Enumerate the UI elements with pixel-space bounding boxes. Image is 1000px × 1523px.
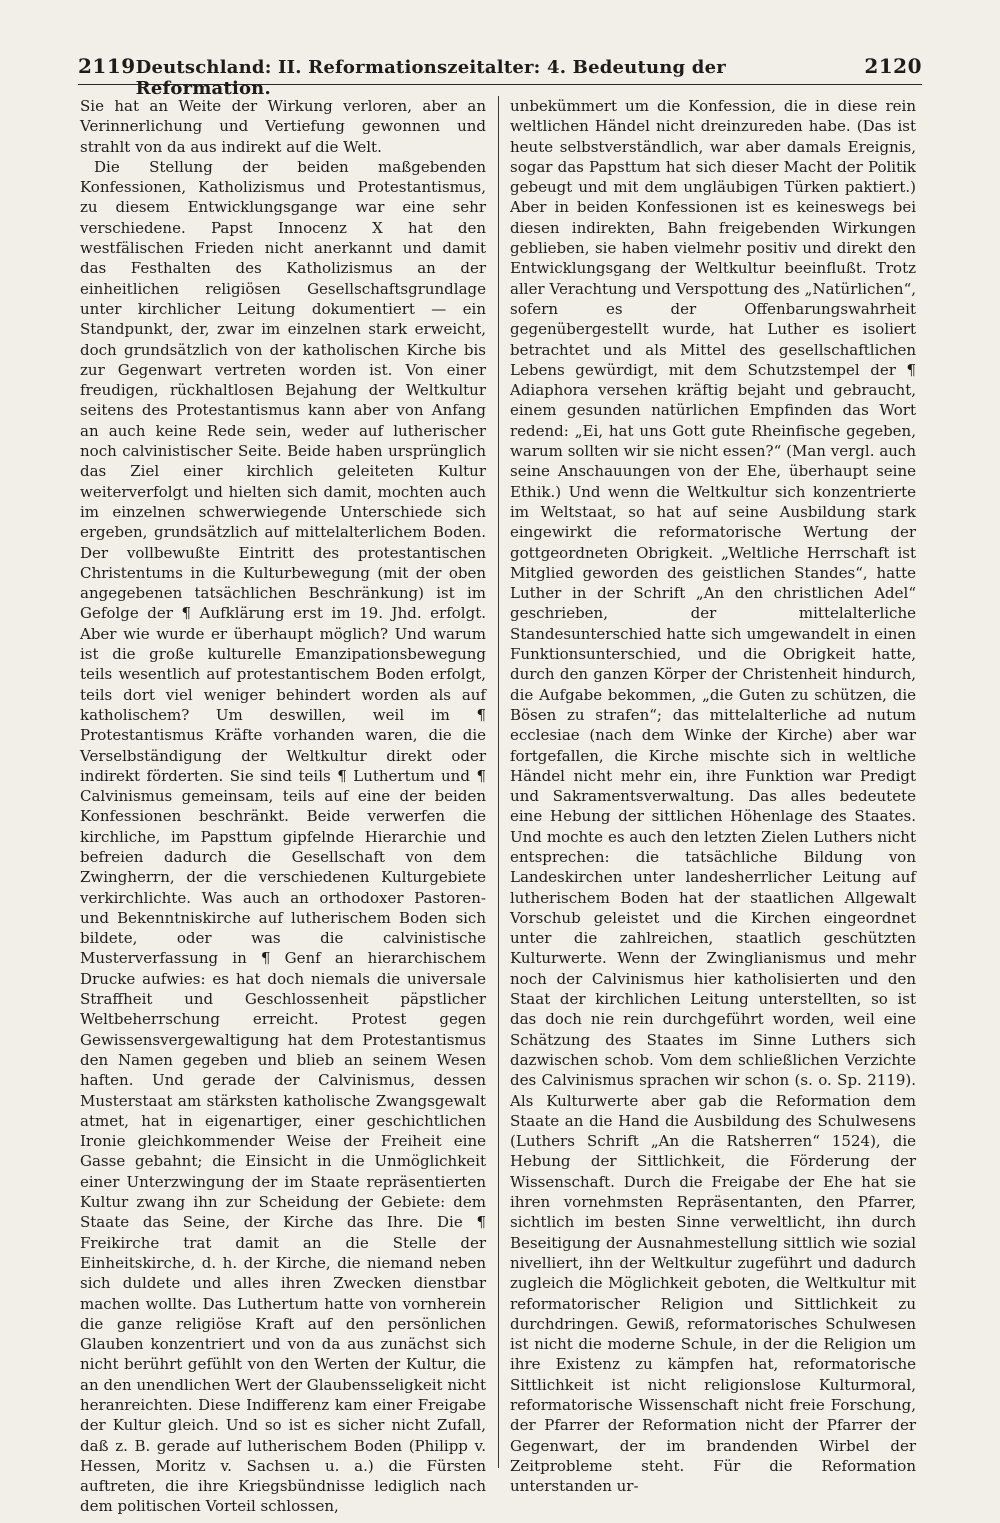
right-column-number: 2120 xyxy=(864,54,922,78)
right-paragraph-1: unbekümmert um die Konfession, die in diese rein weltlichen Händel nicht dreinzureden habe. (Das ist heute selbstverständlich, war aber damals Ereignis, sogar das Papsttum hat sich dieser Macht der Politik gebeugt und mit dem ungläubigen Türken paktiert.) Aber in beiden Konfessionen ist es keineswegs bei diesen indirekten, Bahn freigebenden Wirkungen geblieben, sie haben vielmehr positiv und direkt den Entwicklungsgang der Weltkultur beeinflußt. Trotz aller Verachtung und Verspottung des „Natürlichen“, sofern es der Offenbarungswahrheit gegenübergestellt wurde, hat Luther es isoliert betrachtet und als Mittel des gesellschaftlichen Lebens gewürdigt, mit dem Schutzstempel der ¶ Adiaphora versehen kräftig bejaht und gebraucht, einem gesunden natürlichen Empfinden das Wort redend: „Ei, hat uns Gott gute Rheinfische gegeben, warum sollten wir sie nicht essen?“ (Man vergl. auch seine Anschauungen von der Ehe, überhaupt seine Ethik.) Und wenn die Weltkultur sich konzentrierte im Weltstaat, so hat auf seine Ausbildung stark eingewirkt die reformatorische Wertung der gottgeordneten Obrigkeit. „Weltliche Herrschaft ist Mitglied geworden des geistlichen Standes“, hatte Luther in der Schrift „An den christlichen Adel“ geschrieben, der mittelalterliche Standesunterschied hatte sich umgewandelt in einen Funktionsunterschied, und die Obrigkeit hatte, durch den ganzen Körper der Christenheit hindurch, die Aufgabe bekommen, „die Guten zu schützen, die Bösen zu strafen“; das mittelalterliche ad nutum ecclesiae (nach dem Winke der Kirche) aber war fortgefallen, die Kirche mischte sich in weltliche Händel nicht mehr ein, ihre Funktion war Predigt und Sakramentsverwaltung. Das alles bedeutete eine Hebung der sittlichen Höhenlage des Staates. Und mochte es auch den letzten Zielen Luthers nicht entsprechen: die tatsächliche Bildung von Landeskirchen unter landesherrlicher Leitung auf lutherischem Boden hat der staatlichen Allgewalt Vorschub geleistet und die Kirchen eingeordnet unter die zahlreichen, staatlich geschützten Kulturwerte. Wenn der Zwinglianismus und mehr noch der Calvinismus hier katholisierten und den Staat der kirchlichen Leitung unterstellten, so ist das doch nie rein durchgeführt worden, weil eine Schätzung des Staates im Sinne Luthers sich dazwischen schob. Vom dem schließlichen Verzichte des Calvinismus sprachen wir schon (s. o. Sp. 2119). Als Kulturwerte aber gab die Reformation dem Staate an die Hand die Ausbildung des Schulwesens (Luthers Schrift „An die Ratsherren“ 1524), die Hebung der Sittlichkeit, die Förderung der Wissenschaft. Durch die Freigabe der Ehe hat sie ihren vornehmsten Repräsentanten, den Pfarrer, sichtlich im besten Sinne verweltlicht, ihn durch Beseitigung der Ausnahmestellung sittlich wie sozial nivelliert, ihn der Weltkultur zugeführt und dadurch zugleich die Möglichkeit geboten, die Weltkultur mit reformatorischer Religion und Sittlichkeit zu durchdringen. Gewiß, reformatorisches Schulwesen ist nicht die moderne Schule, in der die Religion um ihre Existenz zu kämpfen hat, reformatorische Sittlichkeit ist nicht religionslose Kulturmoral, reformatorische Wissenschaft nicht freie Forschung, der Pfarrer der Reformation nicht der Pfarrer der Gegenwart, der im brandenden Wirbel der Zeitprobleme steht. Für die Reformation unterstanden ur- xyxy=(510,97,916,1496)
left-column-number: 2119 xyxy=(78,54,136,78)
page-header xyxy=(78,54,922,99)
column-divider xyxy=(498,96,499,1468)
right-text-column xyxy=(510,96,916,1496)
left-text-column xyxy=(80,96,486,1516)
left-paragraph-2: Die Stellung der beiden maßgebenden Konfessionen, Katholizismus und Protestantismus, zu diesem Entwicklungsgange war eine sehr verschiedene. Papst Innocenz X hat den westfälischen Frieden nicht anerkannt und damit das Festhalten des Katholizismus an der einheitlichen religiösen Gesellschaftsgrundlage unter kirchlicher Leitung dokumentiert — ein Standpunkt, der, zwar im einzelnen stark erweicht, doch grundsätzlich von der katholischen Kirche bis zur Gegenwart vertreten worden ist. Von einer freudigen, rückhaltlosen Bejahung der Weltkultur seitens des Protestantismus kann aber von Anfang an auch keine Rede sein, weder auf lutherischer noch calvinistischer Seite. Beide haben ursprünglich das Ziel einer kirchlich geleiteten Kultur weiterverfolgt und hielten sich damit, mochten auch im einzelnen schwerwiegende Unterschiede sich ergeben, grundsätzlich auf mittelalterlichem Boden. Der vollbewußte Eintritt des protestantischen Christentums in die Kulturbewegung (mit der oben angegebenen tatsächlichen Beschränkung) ist im Gefolge der ¶ Aufklärung erst im 19. Jhd. erfolgt. Aber wie wurde er überhaupt möglich? Und warum ist die große kulturelle Emanzipationsbewegung teils wesentlich auf protestantischem Boden erfolgt, teils dort viel weniger behindert worden als auf katholischem? Um deswillen, weil im ¶ Protestantismus Kräfte vorhanden waren, die die Verselbständigung der Weltkultur direkt oder indirekt förderten. Sie sind teils ¶ Luthertum und ¶ Calvinismus gemeinsam, teils auf eine der beiden Konfessionen beschränkt. Beide verwerfen die kirchliche, im Papsttum gipfelnde Hierarchie und befreien dadurch die Gesellschaft von dem Zwingherrn, der die verschiedenen Kulturgebiete verkirchlichte. Was auch an orthodoxer Pastoren- und Bekenntniskirche auf lutherischem Boden sich bildete, oder was die calvinistische Musterverfassung in ¶ Genf an hierarchischem Drucke aufwies: es hat doch niemals die universale Straffheit und Geschlossenheit päpstlicher Weltbeherrschung erreicht. Protest gegen Gewissensvergewaltigung hat dem Protestantismus den Namen gegeben und blieb an seinem Wesen haften. Und gerade der Calvinismus, dessen Musterstaat am stärksten katholische Zwangsgewalt atmet, hat in eigenartiger, einer geschichtlichen Ironie gleichkommender Weise der Freiheit eine Gasse gebahnt; die Einsicht in die Unmöglichkeit einer Unterzwingung der im Staate repräsentierten Kultur zwang ihn zur Scheidung der Gebiete: dem Staate das Seine, der Kirche das Ihre. Die ¶ Freikirche trat damit an die Stelle der Einheitskirche, d. h. der Kirche, die niemand neben sich duldete und alles ihren Zwecken dienstbar machen wollte. Das Luthertum hatte von vornherein die ganze religiöse Kraft auf den persönlichen Glauben konzentriert und von da aus zunächst sich nicht berührt gefühlt von den Werten der Kultur, die an den unendlichen Wert der Glaubensseligkeit nicht heranreichten. Diese Indifferenz kam einer Freigabe der Kultur gleich. Und so ist es sicher nicht Zufall, daß z. B. gerade auf lutherischem Boden (Philipp v. Hessen, Moritz v. Sachsen u. a.) die Fürsten auftreten, die ihre Kriegsbündnisse lediglich nach dem politischen Vorteil schlossen, xyxy=(80,157,486,1516)
left-paragraph-1: Sie hat an Weite der Wirkung verloren, aber an Verinnerlichung und Vertiefung gewonnen und strahlt von da aus indirekt auf die Welt. xyxy=(80,97,486,156)
running-title: Deutschland: II. Reformationszeitalter: 4. Bedeutung der Reformation. xyxy=(135,57,726,99)
